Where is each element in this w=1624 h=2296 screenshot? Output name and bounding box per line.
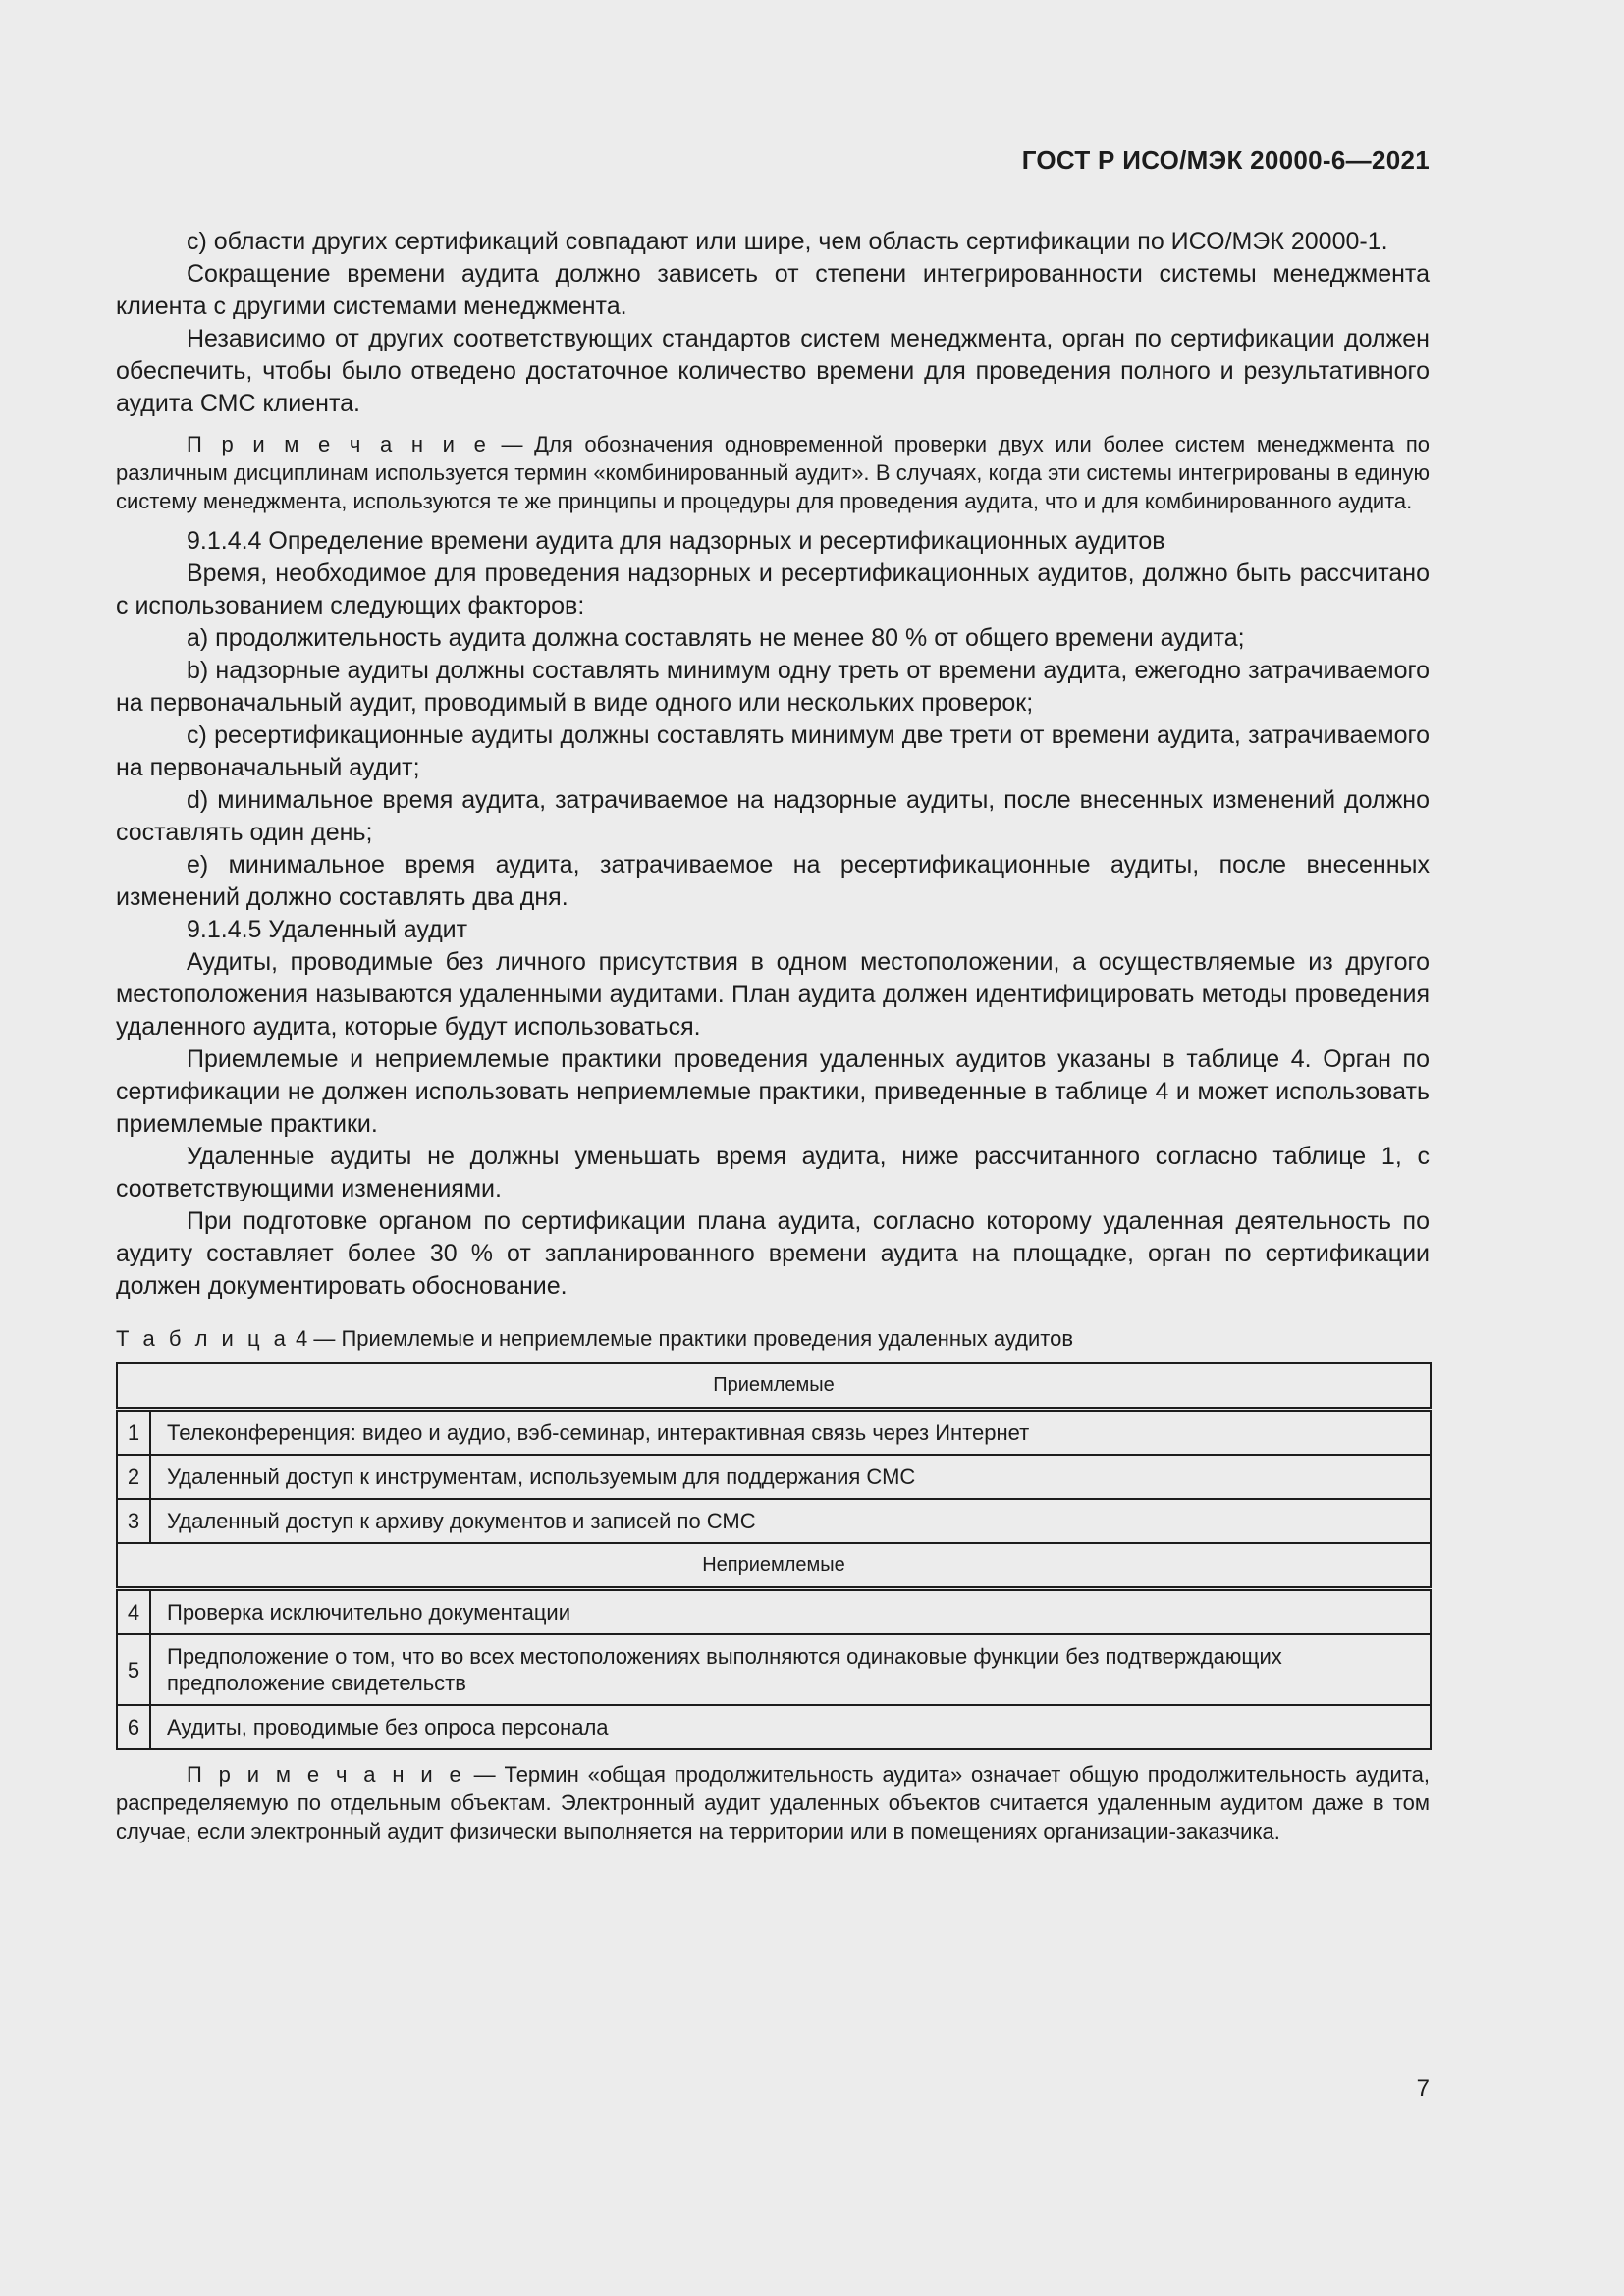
table-group-row bbox=[117, 1543, 1431, 1589]
section-heading-9-1-4-4: 9.1.4.4 Определение времени аудита для надзорных и ресертификационных аудитов bbox=[187, 527, 1165, 555]
row-number: 3 bbox=[117, 1499, 150, 1543]
note-total-duration bbox=[116, 1760, 1430, 1845]
note-text: — Термин «общая продолжительность аудита» означает общую продолжительность аудита, распределяемую по отдельным объектам. Электронный аудит удаленных объектов считается удаленным аудитом даже в том случае, если электронный аудит физически выполняется на территории или в помещениях организации-заказчика. bbox=[116, 1762, 1430, 1843]
table-caption-text: 4 — Приемлемые и неприемлемые практики проведения удаленных аудитов bbox=[289, 1326, 1074, 1351]
note-label: П р и м е ч а н и е bbox=[187, 1762, 465, 1787]
table-row bbox=[117, 1499, 1431, 1543]
paragraph-audit-reduction: Сокращение времени аудита должно зависеть от степени интегрированности системы менеджмента клиента с другими системами менеджмента. bbox=[116, 260, 1430, 320]
note-label: П р и м е ч а н и е bbox=[187, 432, 490, 456]
table-row bbox=[117, 1634, 1431, 1705]
row-number: 6 bbox=[117, 1705, 150, 1749]
row-number: 1 bbox=[117, 1410, 150, 1456]
row-number: 4 bbox=[117, 1589, 150, 1635]
note-combined-audit bbox=[116, 430, 1430, 515]
unacceptable-header: Неприемлемые bbox=[117, 1543, 1431, 1589]
row-text: Телеконференция: видео и аудио, вэб-семинар, интерактивная связь через Интернет bbox=[150, 1410, 1431, 1456]
list-item-e: e) минимальное время аудита, затрачиваемое на ресертификационные аудиты, после внесенных изменений должно составлять два дня. bbox=[116, 851, 1430, 911]
row-number: 2 bbox=[117, 1455, 150, 1499]
list-item-d: d) минимальное время аудита, затрачиваемое на надзорные аудиты, после внесенных изменений должно составлять один день; bbox=[116, 786, 1430, 846]
table-row bbox=[117, 1410, 1431, 1456]
paragraph-sufficient-time: Независимо от других соответствующих стандартов систем менеджмента, орган по сертификации должен обеспечить, чтобы было отведено достаточное количество времени для проведения полного и результативного аудита СМС клиента. bbox=[116, 325, 1430, 417]
practices-table bbox=[116, 1362, 1432, 1750]
list-item-c: c) ресертификационные аудиты должны составлять минимум две трети от времени аудита, затрачиваемого на первоначальный аудит; bbox=[116, 721, 1430, 781]
row-number: 5 bbox=[117, 1634, 150, 1705]
note-text: — Для обозначения одновременной проверки двух или более систем менеджмента по различным дисциплинам используется термин «комбинированный аудит». В случаях, когда эти системы интегрированы в единую систему менеджмента, используются те же принципы и процедуры для проведения аудита, что и для комбинированного аудита. bbox=[116, 432, 1430, 513]
table-caption-label: Т а б л и ц а bbox=[116, 1326, 290, 1351]
table-caption bbox=[116, 1324, 1430, 1353]
document-body bbox=[116, 226, 1430, 1855]
row-text: Предположение о том, что во всех местоположениях выполняются одинаковые функции без подтверждающих предположение свидетельств bbox=[150, 1634, 1431, 1705]
section-heading-9-1-4-5: 9.1.4.5 Удаленный аудит bbox=[187, 916, 468, 943]
paragraph-practices: Приемлемые и неприемлемые практики проведения удаленных аудитов указаны в таблице 4. Орган по сертификации не должен использовать неприемлемые практики, приведенные в таблице 4 и может использовать приемлемые практики. bbox=[116, 1045, 1430, 1138]
paragraph-item-c: с) области других сертификаций совпадают или шире, чем область сертификации по ИСО/МЭК 20000-1. bbox=[187, 228, 1388, 255]
table-row bbox=[117, 1589, 1431, 1635]
table-row bbox=[117, 1455, 1431, 1499]
list-item-a: a) продолжительность аудита должна составлять не менее 80 % от общего времени аудита; bbox=[187, 624, 1245, 652]
table-row bbox=[117, 1705, 1431, 1749]
row-text: Удаленный доступ к архиву документов и записей по СМС bbox=[150, 1499, 1431, 1543]
row-text: Аудиты, проводимые без опроса персонала bbox=[150, 1705, 1431, 1749]
paragraph-time-reduction: Удаленные аудиты не должны уменьшать время аудита, ниже рассчитанного согласно таблице 1, с соответствующими изменениями. bbox=[116, 1143, 1430, 1202]
page-number: 7 bbox=[1416, 2075, 1430, 2102]
row-text: Проверка исключительно документации bbox=[150, 1589, 1431, 1635]
table-group-row bbox=[117, 1363, 1431, 1410]
document-header: ГОСТ Р ИСО/МЭК 20000-6—2021 bbox=[1021, 145, 1430, 175]
row-text: Удаленный доступ к инструментам, используемым для поддержания СМС bbox=[150, 1455, 1431, 1499]
list-item-b: b) надзорные аудиты должны составлять минимум одну треть от времени аудита, ежегодно затрачиваемого на первоначальный аудит, проводимый в виде одного или нескольких проверок; bbox=[116, 657, 1430, 717]
paragraph-factors-intro: Время, необходимое для проведения надзорных и ресертификационных аудитов, должно быть рассчитано с использованием следующих факторов: bbox=[116, 560, 1430, 619]
paragraph-remote-audit-definition: Аудиты, проводимые без личного присутствия в одном местоположении, а осуществляемые из другого местоположения называются удаленными аудитами. План аудита должен идентифицировать методы проведения удаленного аудита, которые будут использоваться. bbox=[116, 948, 1430, 1041]
paragraph-justification: При подготовке органом по сертификации плана аудита, согласно которому удаленная деятельность по аудиту составляет более 30 % от запланированного времени аудита на площадке, орган по сертификации должен документировать обоснование. bbox=[116, 1207, 1430, 1300]
acceptable-header: Приемлемые bbox=[117, 1363, 1431, 1410]
